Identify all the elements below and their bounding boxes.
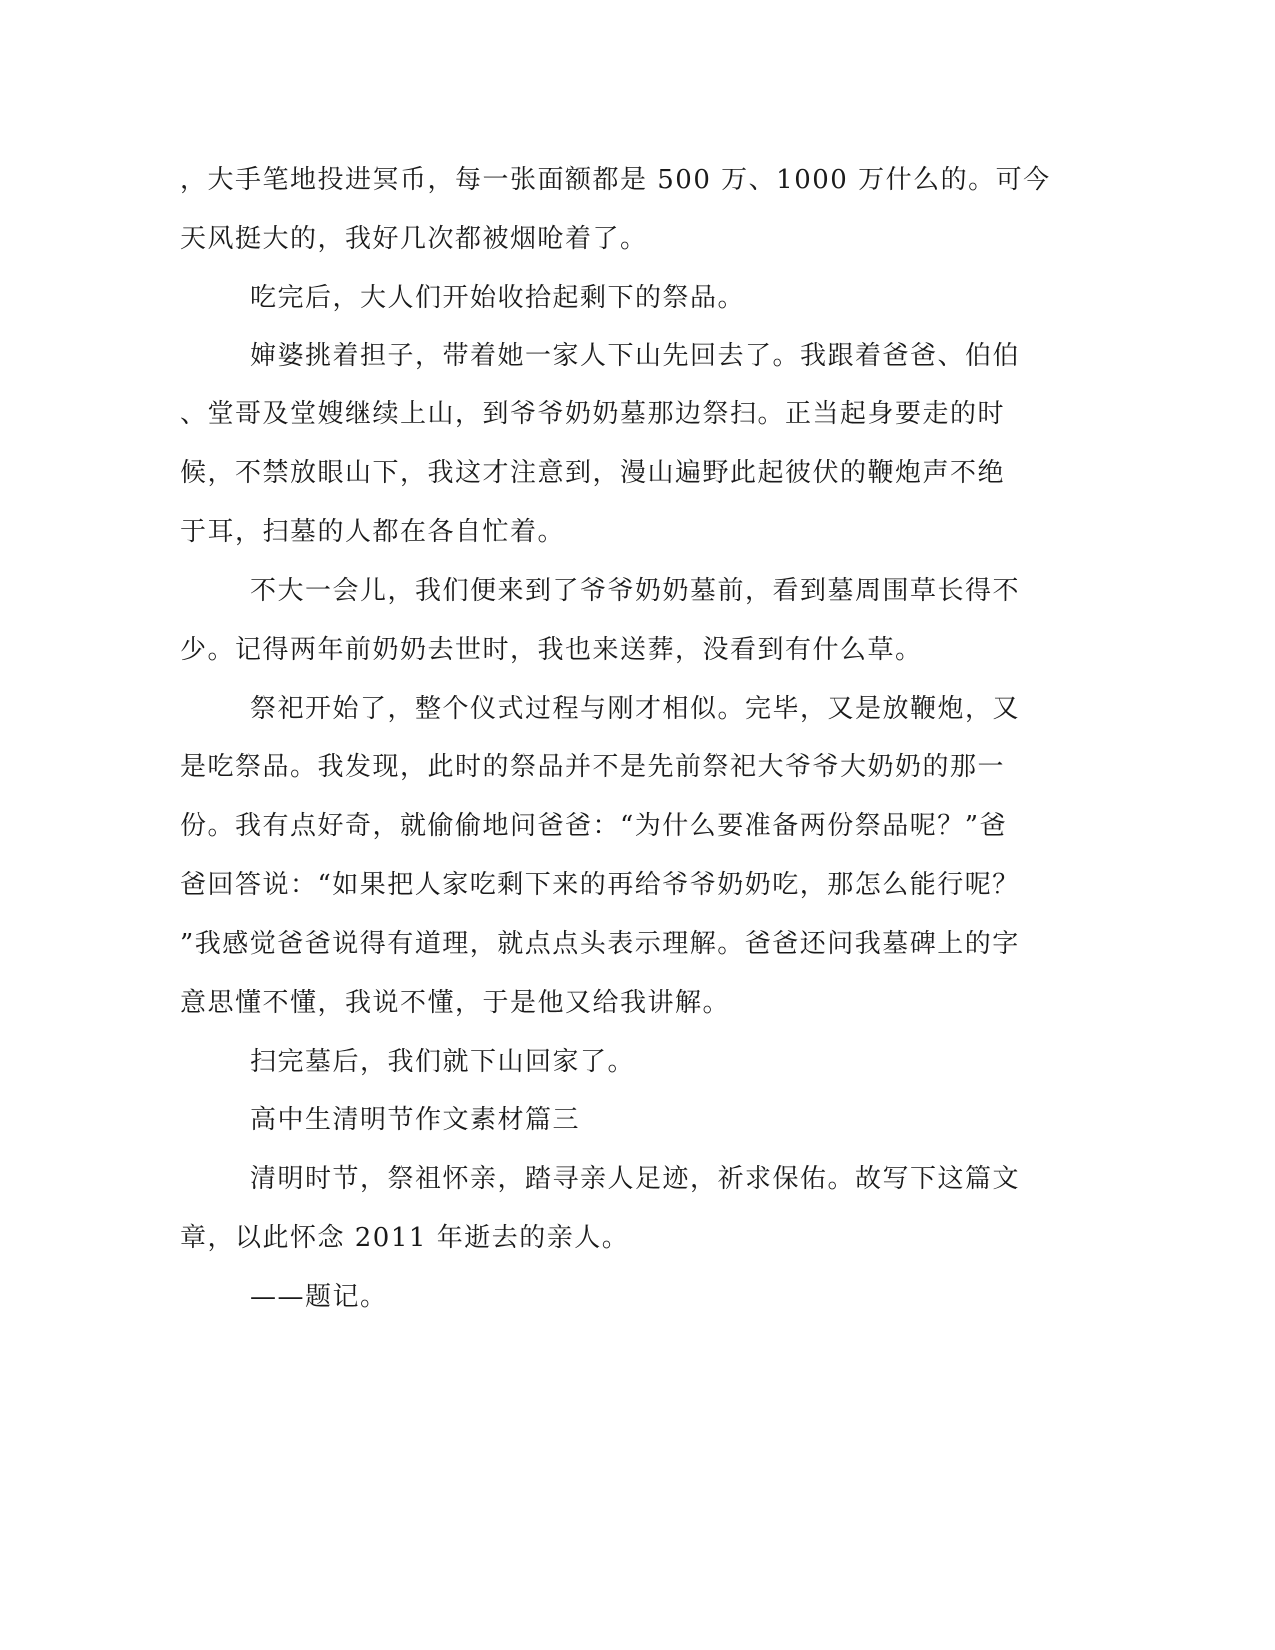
text-line: ”我感觉爸爸说得有道理，就点点头表示理解。爸爸还问我墓碑上的字 bbox=[180, 929, 1020, 959]
text-line: 爸回答说：“如果把人家吃剩下来的再给爷爷奶奶吃，那怎么能行呢？ bbox=[180, 870, 1020, 900]
paragraph-start-line: 不大一会儿，我们便来到了爷爷奶奶墓前，看到墓周围草长得不 bbox=[250, 576, 1021, 606]
text-line: ，大手笔地投进冥币，每一张面额都是 500 万、1000 万什么的。可今 bbox=[180, 165, 1051, 195]
paragraph-start-line: 婶婆挑着担子，带着她一家人下山先回去了。我跟着爸爸、伯伯 bbox=[250, 341, 1021, 371]
text-line: 份。我有点好奇，就偷偷地问爸爸：“为什么要准备两份祭品呢？”爸 bbox=[180, 811, 1008, 841]
text-line: 于耳，扫墓的人都在各自忙着。 bbox=[180, 517, 566, 547]
paragraph-start-line: 吃完后，大人们开始收拾起剩下的祭品。 bbox=[250, 283, 746, 313]
text-line: 意思懂不懂，我说不懂，于是他又给我讲解。 bbox=[180, 988, 731, 1018]
text-line: 章，以此怀念 2011 年逝去的亲人。 bbox=[180, 1223, 630, 1253]
section-heading: 高中生清明节作文素材篇三 bbox=[250, 1105, 581, 1135]
paragraph-start-line: 祭祀开始了，整个仪式过程与刚才相似。完毕，又是放鞭炮，又 bbox=[250, 694, 1021, 724]
text-line: 候，不禁放眼山下，我这才注意到，漫山遍野此起彼伏的鞭炮声不绝 bbox=[180, 458, 1006, 488]
epigraph-note: ——题记。 bbox=[250, 1282, 388, 1312]
paragraph-start-line: 扫完墓后，我们就下山回家了。 bbox=[250, 1047, 636, 1077]
text-line: 少。记得两年前奶奶去世时，我也来送葬，没看到有什么草。 bbox=[180, 635, 923, 665]
text-line: 是吃祭品。我发现，此时的祭品并不是先前祭祀大爷爷大奶奶的那一 bbox=[180, 752, 1006, 782]
text-line: 、堂哥及堂嫂继续上山，到爷爷奶奶墓那边祭扫。正当起身要走的时 bbox=[180, 399, 1006, 429]
paragraph-start-line: 清明时节，祭祖怀亲，踏寻亲人足迹，祈求保佑。故写下这篇文 bbox=[250, 1164, 1021, 1194]
text-line: 天风挺大的，我好几次都被烟呛着了。 bbox=[180, 224, 648, 254]
